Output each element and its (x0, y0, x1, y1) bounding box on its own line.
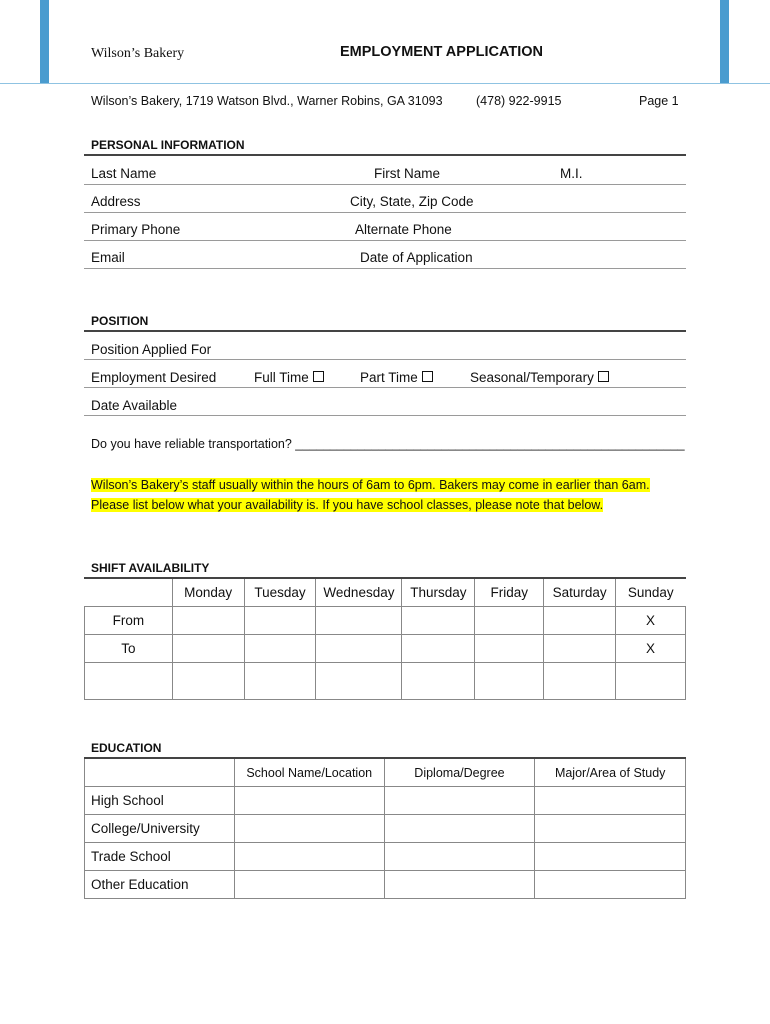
field-rule (84, 415, 686, 416)
shift-cell[interactable] (316, 635, 402, 663)
day-header: Saturday (544, 579, 616, 607)
education-cell[interactable] (234, 815, 384, 843)
shift-row-label: To (85, 635, 173, 663)
full-time-checkbox[interactable] (313, 371, 324, 382)
education-cell[interactable] (384, 815, 535, 843)
field-rule (84, 212, 686, 213)
document-title: EMPLOYMENT APPLICATION (340, 44, 543, 60)
position-heading: POSITION (91, 314, 149, 328)
shift-cell[interactable] (544, 635, 616, 663)
shift-row-label (85, 663, 173, 700)
day-header: Tuesday (244, 579, 316, 607)
header-rule (0, 83, 770, 84)
field-rule (84, 184, 686, 185)
shift-cell[interactable] (475, 607, 544, 635)
date-of-application-field[interactable]: Date of Application (360, 250, 473, 265)
company-phone: (478) 922-9915 (476, 94, 562, 108)
shift-availability-table (84, 579, 686, 700)
part-time-label: Part Time (360, 370, 418, 385)
email-field[interactable]: Email (91, 250, 125, 265)
shift-row-extra (85, 663, 686, 700)
address-field[interactable]: Address (91, 194, 141, 209)
middle-initial-field[interactable]: M.I. (560, 166, 583, 181)
shift-cell-sunday[interactable]: X (616, 635, 686, 663)
education-row-trade-school (85, 843, 686, 871)
day-header: Wednesday (316, 579, 402, 607)
alternate-phone-field[interactable]: Alternate Phone (355, 222, 452, 237)
education-heading: EDUCATION (91, 741, 162, 755)
shift-cell-sunday[interactable]: X (616, 607, 686, 635)
education-cell[interactable] (535, 843, 686, 871)
education-cell[interactable] (234, 871, 384, 899)
education-row-high-school (85, 787, 686, 815)
education-column-header: School Name/Location (234, 759, 384, 787)
education-row-label: Other Education (85, 871, 235, 899)
education-cell[interactable] (535, 871, 686, 899)
education-row-other (85, 871, 686, 899)
header-right-accent-bar (720, 0, 729, 84)
shift-cell[interactable] (316, 607, 402, 635)
seasonal-checkbox[interactable] (598, 371, 609, 382)
field-rule (84, 268, 686, 269)
availability-note-line1: Wilson’s Bakery’s staff usually within the hours of 6am to 6pm. Bakers may come in earlier than 6am. (91, 478, 650, 492)
shift-cell-sunday[interactable] (616, 663, 686, 700)
shift-cell[interactable] (475, 635, 544, 663)
shift-row-label: From (85, 607, 173, 635)
full-time-label: Full Time (254, 370, 309, 385)
header-left-accent-bar (40, 0, 49, 84)
transportation-question[interactable]: Do you have reliable transportation? ________________________________________________________ (91, 437, 685, 451)
field-rule (84, 240, 686, 241)
first-name-field[interactable]: First Name (374, 166, 441, 181)
shift-cell[interactable] (244, 663, 316, 700)
education-cell[interactable] (384, 871, 535, 899)
education-row-label: Trade School (85, 843, 235, 871)
education-cell[interactable] (535, 787, 686, 815)
section-rule (84, 154, 686, 156)
shift-cell[interactable] (475, 663, 544, 700)
last-name-field[interactable]: Last Name (91, 166, 157, 181)
company-address: Wilson’s Bakery, 1719 Watson Blvd., Warner Robins, GA 31093 (91, 94, 443, 108)
education-cell[interactable] (234, 787, 384, 815)
page-number: Page 1 (639, 94, 679, 108)
shift-cell[interactable] (544, 663, 616, 700)
availability-note-line2: Please list below what your availability is. If you have school classes, please note that below. (91, 498, 604, 512)
education-column-header: Major/Area of Study (535, 759, 686, 787)
position-applied-for-field[interactable]: Position Applied For (91, 342, 212, 357)
part-time-option[interactable] (360, 370, 433, 385)
seasonal-option[interactable] (470, 370, 609, 385)
education-column-header: Diploma/Degree (384, 759, 535, 787)
employment-desired-label: Employment Desired (91, 370, 217, 385)
education-row-college (85, 815, 686, 843)
education-table (84, 759, 686, 899)
education-row-label: High School (85, 787, 235, 815)
shift-cell[interactable] (244, 635, 316, 663)
shift-cell[interactable] (244, 607, 316, 635)
education-cell[interactable] (535, 815, 686, 843)
education-cell[interactable] (234, 843, 384, 871)
brand-name: Wilson’s Bakery (91, 46, 185, 61)
part-time-checkbox[interactable] (422, 371, 433, 382)
day-header: Thursday (402, 579, 475, 607)
shift-cell[interactable] (316, 663, 402, 700)
day-header: Friday (475, 579, 544, 607)
full-time-option[interactable] (254, 370, 324, 385)
section-rule (84, 330, 686, 332)
field-rule (84, 387, 686, 388)
primary-phone-field[interactable]: Primary Phone (91, 222, 181, 237)
date-available-field[interactable]: Date Available (91, 398, 178, 413)
shift-corner-cell (85, 579, 173, 607)
shift-cell[interactable] (544, 607, 616, 635)
city-state-zip-field[interactable]: City, State, Zip Code (350, 194, 474, 209)
shift-cell[interactable] (402, 663, 475, 700)
personal-info-heading: PERSONAL INFORMATION (91, 138, 245, 152)
shift-header-row (85, 579, 686, 607)
shift-row-to (85, 635, 686, 663)
shift-cell[interactable] (172, 663, 244, 700)
field-rule (84, 359, 686, 360)
shift-cell[interactable] (172, 607, 244, 635)
education-header-row (85, 759, 686, 787)
day-header: Monday (172, 579, 244, 607)
education-cell[interactable] (384, 843, 535, 871)
shift-row-from (85, 607, 686, 635)
seasonal-label: Seasonal/Temporary (470, 370, 594, 385)
shift-cell[interactable] (172, 635, 244, 663)
education-corner-cell (85, 759, 235, 787)
shift-cell[interactable] (402, 607, 475, 635)
education-cell[interactable] (384, 787, 535, 815)
day-header: Sunday (616, 579, 686, 607)
shift-cell[interactable] (402, 635, 475, 663)
education-row-label: College/University (85, 815, 235, 843)
shift-availability-heading: SHIFT AVAILABILITY (91, 561, 210, 575)
